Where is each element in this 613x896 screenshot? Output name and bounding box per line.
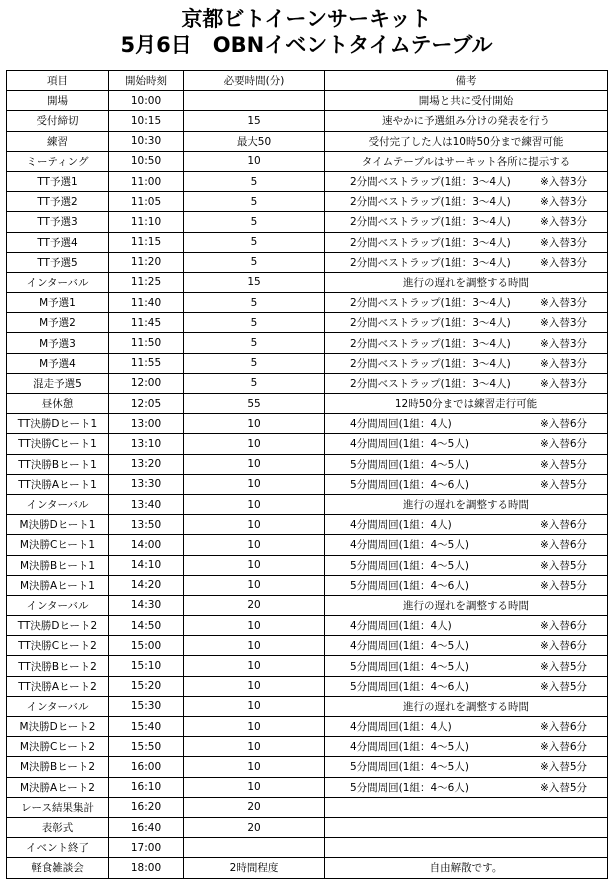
cell-note xyxy=(325,192,608,212)
cell-duration: 10 xyxy=(184,616,325,636)
cell-duration: 20 xyxy=(184,595,325,615)
cell-note xyxy=(325,636,608,656)
cell-note xyxy=(325,212,608,232)
cell-duration: 10 xyxy=(184,737,325,757)
table-row xyxy=(7,757,608,777)
cell-duration: 2時間程度 xyxy=(184,858,325,878)
table-row xyxy=(7,171,608,191)
cell-item: TT決勝Aヒート1 xyxy=(7,474,109,494)
cell-duration: 15 xyxy=(184,111,325,131)
timetable-body xyxy=(7,91,608,878)
table-row xyxy=(7,151,608,171)
cell-start-time: 11:00 xyxy=(109,171,184,191)
cell-note xyxy=(325,717,608,737)
table-row xyxy=(7,636,608,656)
cell-item: TT決勝Dヒート2 xyxy=(7,616,109,636)
cell-note xyxy=(325,676,608,696)
cell-duration: 10 xyxy=(184,717,325,737)
cell-duration: 10 xyxy=(184,474,325,494)
note-changeover: ※入替5分 xyxy=(540,579,587,592)
cell-item: TT決勝Cヒート2 xyxy=(7,636,109,656)
note-changeover: ※入替3分 xyxy=(540,236,587,249)
cell-start-time: 12:00 xyxy=(109,373,184,393)
cell-start-time: 14:30 xyxy=(109,595,184,615)
cell-start-time: 11:10 xyxy=(109,212,184,232)
table-row xyxy=(7,474,608,494)
table-row xyxy=(7,858,608,878)
cell-start-time: 15:30 xyxy=(109,696,184,716)
cell-note xyxy=(325,232,608,252)
cell-item: インターバル xyxy=(7,696,109,716)
cell-duration: 55 xyxy=(184,394,325,414)
cell-item: M予選4 xyxy=(7,353,109,373)
cell-note: 受付完了した人は10時50分まで練習可能 xyxy=(325,131,608,151)
cell-note xyxy=(325,474,608,494)
cell-duration: 10 xyxy=(184,777,325,797)
cell-note xyxy=(325,434,608,454)
cell-duration: 5 xyxy=(184,212,325,232)
cell-duration: 5 xyxy=(184,353,325,373)
note-changeover: ※入替6分 xyxy=(540,721,587,734)
cell-item: TT予選1 xyxy=(7,171,109,191)
cell-item: M決勝Bヒート2 xyxy=(7,757,109,777)
note-changeover: ※入替6分 xyxy=(540,620,587,633)
cell-item: 混走予選5 xyxy=(7,373,109,393)
cell-item: TT予選4 xyxy=(7,232,109,252)
cell-item: 受付締切 xyxy=(7,111,109,131)
cell-start-time: 11:55 xyxy=(109,353,184,373)
cell-start-time: 16:40 xyxy=(109,817,184,837)
cell-start-time: 10:00 xyxy=(109,91,184,111)
cell-item: M決勝Aヒート2 xyxy=(7,777,109,797)
note-text: 2分間ベストラップ(1組：3～4人) xyxy=(350,196,511,209)
column-header-item: 項目 xyxy=(7,71,109,91)
cell-start-time: 15:00 xyxy=(109,636,184,656)
cell-note: 自由解散です。 xyxy=(325,858,608,878)
cell-start-time: 10:30 xyxy=(109,131,184,151)
cell-note xyxy=(325,737,608,757)
cell-start-time: 11:25 xyxy=(109,272,184,292)
cell-item: TT決勝Bヒート2 xyxy=(7,656,109,676)
cell-note xyxy=(325,656,608,676)
note-changeover: ※入替6分 xyxy=(540,741,587,754)
cell-item: インターバル xyxy=(7,272,109,292)
column-header-duration: 必要時間(分) xyxy=(184,71,325,91)
table-row xyxy=(7,353,608,373)
cell-note: 12時50分までは練習走行可能 xyxy=(325,394,608,414)
cell-duration: 5 xyxy=(184,293,325,313)
cell-duration: 10 xyxy=(184,434,325,454)
cell-duration: 10 xyxy=(184,575,325,595)
note-changeover: ※入替3分 xyxy=(540,357,587,370)
cell-note: 進行の遅れを調整する時間 xyxy=(325,494,608,514)
cell-duration: 5 xyxy=(184,171,325,191)
cell-item: M決勝Dヒート1 xyxy=(7,515,109,535)
cell-start-time: 13:20 xyxy=(109,454,184,474)
page-title: 京都ビトイーンサーキット xyxy=(181,7,432,31)
table-row xyxy=(7,333,608,353)
table-row xyxy=(7,696,608,716)
table-row xyxy=(7,192,608,212)
cell-item: 練習 xyxy=(7,131,109,151)
table-row xyxy=(7,555,608,575)
note-changeover: ※入替5分 xyxy=(540,781,587,794)
note-text: 4分間周回(1組：4～5人) xyxy=(350,640,469,653)
cell-duration: 5 xyxy=(184,252,325,272)
cell-duration: 10 xyxy=(184,494,325,514)
table-row xyxy=(7,293,608,313)
note-changeover: ※入替3分 xyxy=(540,317,587,330)
cell-duration: 10 xyxy=(184,696,325,716)
cell-duration: 5 xyxy=(184,373,325,393)
cell-item: TT予選2 xyxy=(7,192,109,212)
table-row xyxy=(7,515,608,535)
cell-duration: 10 xyxy=(184,414,325,434)
cell-item: M予選3 xyxy=(7,333,109,353)
cell-duration: 最大50 xyxy=(184,131,325,151)
cell-note xyxy=(325,616,608,636)
cell-start-time: 13:50 xyxy=(109,515,184,535)
cell-start-time: 11:40 xyxy=(109,293,184,313)
table-row xyxy=(7,777,608,797)
cell-start-time: 11:45 xyxy=(109,313,184,333)
cell-start-time: 10:50 xyxy=(109,151,184,171)
table-row xyxy=(7,111,608,131)
table-row xyxy=(7,212,608,232)
note-text: 4分間周回(1組：4人) xyxy=(350,721,452,734)
note-text: 5分間周回(1組：4～5人) xyxy=(350,458,469,471)
note-text: 5分間周回(1組：4～6人) xyxy=(350,579,469,592)
note-text: 2分間ベストラップ(1組：3～4人) xyxy=(350,377,511,390)
note-text: 2分間ベストラップ(1組：3～4人) xyxy=(350,236,511,249)
cell-note: 速やかに予選組み分けの発表を行う xyxy=(325,111,608,131)
page-subtitle: 5月6日 OBNイベントタイムテーブル xyxy=(120,33,493,57)
note-text: 4分間周回(1組：4人) xyxy=(350,418,452,431)
note-text: 2分間ベストラップ(1組：3～4人) xyxy=(350,317,511,330)
note-text: 5分間周回(1組：4～5人) xyxy=(350,761,469,774)
cell-start-time: 13:30 xyxy=(109,474,184,494)
cell-note: 進行の遅れを調整する時間 xyxy=(325,696,608,716)
table-row xyxy=(7,817,608,837)
table-row xyxy=(7,131,608,151)
note-text: 2分間ベストラップ(1組：3～4人) xyxy=(350,297,511,310)
table-row xyxy=(7,414,608,434)
cell-item: M予選1 xyxy=(7,293,109,313)
cell-item: 開場 xyxy=(7,91,109,111)
cell-start-time: 15:50 xyxy=(109,737,184,757)
cell-item: TT決勝Cヒート1 xyxy=(7,434,109,454)
note-changeover: ※入替6分 xyxy=(540,438,587,451)
note-changeover: ※入替5分 xyxy=(540,680,587,693)
cell-item: TT決勝Bヒート1 xyxy=(7,454,109,474)
cell-duration: 10 xyxy=(184,151,325,171)
note-text: 5分間周回(1組：4～5人) xyxy=(350,660,469,673)
cell-item: M決勝Cヒート2 xyxy=(7,737,109,757)
table-row xyxy=(7,717,608,737)
cell-note xyxy=(325,373,608,393)
table-row xyxy=(7,313,608,333)
cell-item: M決勝Aヒート1 xyxy=(7,575,109,595)
timetable xyxy=(6,70,608,879)
cell-note xyxy=(325,293,608,313)
note-text: 4分間周回(1組：4～5人) xyxy=(350,741,469,754)
note-text: 2分間ベストラップ(1組：3～4人) xyxy=(350,337,511,350)
note-changeover: ※入替6分 xyxy=(540,418,587,431)
cell-duration: 10 xyxy=(184,656,325,676)
note-changeover: ※入替5分 xyxy=(540,660,587,673)
note-text: 5分間周回(1組：4～5人) xyxy=(350,559,469,572)
note-changeover: ※入替5分 xyxy=(540,458,587,471)
table-row xyxy=(7,737,608,757)
note-text: 5分間周回(1組：4～6人) xyxy=(350,680,469,693)
cell-start-time: 14:50 xyxy=(109,616,184,636)
cell-item: M決勝Cヒート1 xyxy=(7,535,109,555)
note-changeover: ※入替3分 xyxy=(540,196,587,209)
note-changeover: ※入替6分 xyxy=(540,519,587,532)
table-row xyxy=(7,676,608,696)
note-text: 4分間周回(1組：4人) xyxy=(350,519,452,532)
note-changeover: ※入替3分 xyxy=(540,337,587,350)
cell-item: イベント終了 xyxy=(7,838,109,858)
table-row xyxy=(7,595,608,615)
note-changeover: ※入替5分 xyxy=(540,559,587,572)
cell-duration: 20 xyxy=(184,817,325,837)
note-text: 4分間周回(1組：4人) xyxy=(350,620,452,633)
cell-item: TT決勝Dヒート1 xyxy=(7,414,109,434)
column-header-start: 開始時刻 xyxy=(109,71,184,91)
cell-start-time: 16:00 xyxy=(109,757,184,777)
cell-duration xyxy=(184,838,325,858)
cell-note xyxy=(325,171,608,191)
cell-duration: 5 xyxy=(184,333,325,353)
note-changeover: ※入替5分 xyxy=(540,761,587,774)
cell-note: 開場と共に受付開始 xyxy=(325,91,608,111)
cell-duration: 10 xyxy=(184,757,325,777)
table-row xyxy=(7,616,608,636)
note-changeover: ※入替3分 xyxy=(540,256,587,269)
cell-note: 進行の遅れを調整する時間 xyxy=(325,272,608,292)
cell-start-time: 18:00 xyxy=(109,858,184,878)
table-row xyxy=(7,575,608,595)
table-row xyxy=(7,656,608,676)
cell-item: M決勝Dヒート2 xyxy=(7,717,109,737)
note-text: 2分間ベストラップ(1組：3～4人) xyxy=(350,216,511,229)
cell-note xyxy=(325,333,608,353)
table-row xyxy=(7,454,608,474)
cell-start-time: 15:40 xyxy=(109,717,184,737)
cell-start-time: 14:10 xyxy=(109,555,184,575)
cell-note xyxy=(325,414,608,434)
cell-start-time: 12:05 xyxy=(109,394,184,414)
cell-item: レース結果集計 xyxy=(7,797,109,817)
table-row xyxy=(7,434,608,454)
note-text: 4分間周回(1組：4～5人) xyxy=(350,539,469,552)
cell-start-time: 15:20 xyxy=(109,676,184,696)
cell-note xyxy=(325,454,608,474)
cell-item: インターバル xyxy=(7,595,109,615)
note-text: 5分間周回(1組：4～6人) xyxy=(350,478,469,491)
table-header-row xyxy=(7,71,608,91)
cell-note xyxy=(325,797,608,817)
table-row xyxy=(7,252,608,272)
cell-item: TT決勝Aヒート2 xyxy=(7,676,109,696)
cell-note xyxy=(325,313,608,333)
cell-duration: 20 xyxy=(184,797,325,817)
cell-item: ミーティング xyxy=(7,151,109,171)
cell-duration: 10 xyxy=(184,454,325,474)
table-row xyxy=(7,394,608,414)
cell-item: TT予選3 xyxy=(7,212,109,232)
note-text: 2分間ベストラップ(1組：3～4人) xyxy=(350,256,511,269)
table-row xyxy=(7,494,608,514)
cell-start-time: 11:20 xyxy=(109,252,184,272)
cell-item: 昼休憩 xyxy=(7,394,109,414)
note-text: 2分間ベストラップ(1組：3～4人) xyxy=(350,357,511,370)
cell-start-time: 11:50 xyxy=(109,333,184,353)
note-changeover: ※入替3分 xyxy=(540,176,587,189)
cell-start-time: 13:40 xyxy=(109,494,184,514)
cell-note: 進行の遅れを調整する時間 xyxy=(325,595,608,615)
table-row xyxy=(7,91,608,111)
cell-start-time: 14:00 xyxy=(109,535,184,555)
table-row xyxy=(7,272,608,292)
cell-note xyxy=(325,757,608,777)
cell-duration: 10 xyxy=(184,636,325,656)
cell-note xyxy=(325,777,608,797)
cell-duration xyxy=(184,91,325,111)
table-row xyxy=(7,373,608,393)
note-changeover: ※入替3分 xyxy=(540,377,587,390)
cell-note xyxy=(325,555,608,575)
cell-note: タイムテーブルはサーキット各所に提示する xyxy=(325,151,608,171)
cell-duration: 10 xyxy=(184,676,325,696)
cell-note xyxy=(325,535,608,555)
cell-item: 表彰式 xyxy=(7,817,109,837)
table-row xyxy=(7,797,608,817)
cell-start-time: 15:10 xyxy=(109,656,184,676)
cell-note xyxy=(325,353,608,373)
cell-start-time: 13:00 xyxy=(109,414,184,434)
cell-note xyxy=(325,817,608,837)
note-text: 5分間周回(1組：4～6人) xyxy=(350,781,469,794)
note-changeover: ※入替3分 xyxy=(540,216,587,229)
cell-duration: 5 xyxy=(184,313,325,333)
cell-start-time: 14:20 xyxy=(109,575,184,595)
cell-duration: 10 xyxy=(184,555,325,575)
cell-start-time: 11:15 xyxy=(109,232,184,252)
cell-item: TT予選5 xyxy=(7,252,109,272)
cell-duration: 5 xyxy=(184,192,325,212)
cell-note xyxy=(325,575,608,595)
note-changeover: ※入替3分 xyxy=(540,297,587,310)
cell-note xyxy=(325,838,608,858)
page-title-block xyxy=(0,6,613,58)
table-row xyxy=(7,232,608,252)
cell-item: 軽食雑談会 xyxy=(7,858,109,878)
cell-item: M予選2 xyxy=(7,313,109,333)
cell-start-time: 10:15 xyxy=(109,111,184,131)
cell-duration: 10 xyxy=(184,535,325,555)
cell-note xyxy=(325,515,608,535)
cell-start-time: 17:00 xyxy=(109,838,184,858)
cell-start-time: 16:10 xyxy=(109,777,184,797)
cell-note xyxy=(325,252,608,272)
cell-start-time: 16:20 xyxy=(109,797,184,817)
note-text: 2分間ベストラップ(1組：3～4人) xyxy=(350,176,511,189)
cell-start-time: 13:10 xyxy=(109,434,184,454)
note-text: 4分間周回(1組：4～5人) xyxy=(350,438,469,451)
cell-duration: 10 xyxy=(184,515,325,535)
cell-item: M決勝Bヒート1 xyxy=(7,555,109,575)
note-changeover: ※入替6分 xyxy=(540,539,587,552)
cell-start-time: 11:05 xyxy=(109,192,184,212)
column-header-note: 備考 xyxy=(325,71,608,91)
cell-duration: 15 xyxy=(184,272,325,292)
cell-item: インターバル xyxy=(7,494,109,514)
cell-duration: 5 xyxy=(184,232,325,252)
note-changeover: ※入替6分 xyxy=(540,640,587,653)
note-changeover: ※入替5分 xyxy=(540,478,587,491)
table-row xyxy=(7,838,608,858)
table-row xyxy=(7,535,608,555)
